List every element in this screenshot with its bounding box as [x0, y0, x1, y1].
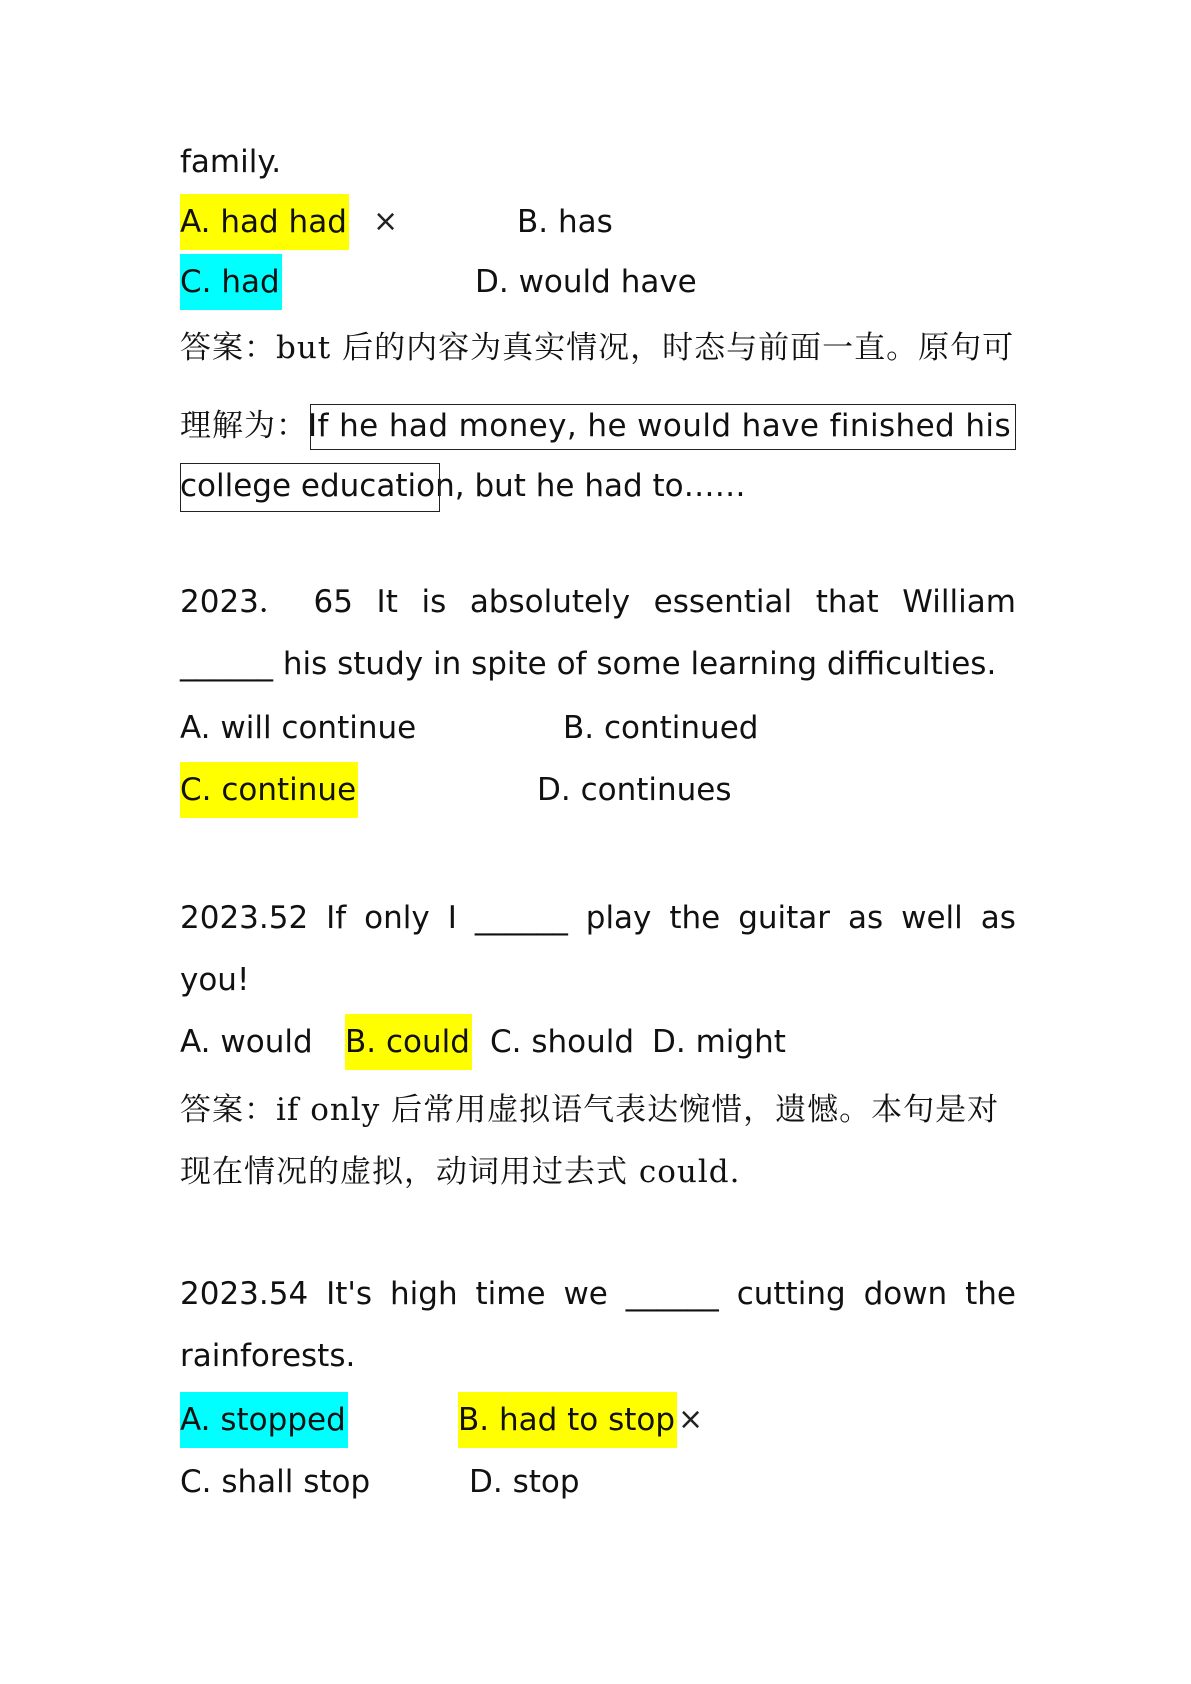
q65-stem-line2 — [180, 638, 1016, 690]
q52-word: only — [364, 900, 430, 936]
q52-word: If — [326, 900, 347, 936]
q54-word: ______ — [625, 1276, 719, 1312]
q65-word: essential — [653, 584, 793, 620]
q65-word: It — [376, 584, 398, 620]
q54-option-c: C. shall stop — [180, 1464, 371, 1500]
q65-option-a: A. will continue — [180, 710, 417, 746]
q52-option-a: A. would — [180, 1024, 313, 1060]
q54-option-d: D. stop — [469, 1464, 580, 1500]
q52-word: as — [847, 900, 884, 936]
prev-question-line1: family. — [180, 144, 282, 180]
q52-option-b-highlighted: B. could — [345, 1014, 472, 1070]
prev-answer-line1 — [180, 322, 1016, 374]
q54-stem-line1 — [180, 1268, 1016, 1320]
q65-word: is — [421, 584, 447, 620]
prev-answer-prefix: 理解为： — [180, 408, 308, 444]
q65-line2-text: ______ his study in spite of some learning difficulties. — [180, 646, 997, 682]
q52-option-c: C. should — [490, 1024, 635, 1060]
q52-word: 2023.52 — [180, 900, 309, 936]
prev-option-a-highlighted: A. had had — [180, 194, 349, 250]
q52-stem-line2 — [180, 954, 1016, 1006]
q65-stem-line1 — [180, 576, 1016, 628]
prev-answer-text1: 答案：but 后的内容为真实情况，时态与前面一直。原句可 — [180, 330, 1015, 366]
q65-word: William — [902, 584, 1016, 620]
prev-answer-rest: , but he had to…… — [454, 468, 746, 504]
q54-stem-line2 — [180, 1330, 1016, 1382]
q52-word: guitar — [738, 900, 831, 936]
q52-word: play — [585, 900, 652, 936]
q52-answer-line1 — [180, 1084, 1016, 1136]
q65-word: that — [815, 584, 879, 620]
q65-option-d: D. continues — [537, 772, 732, 808]
q54-word: high — [390, 1276, 458, 1312]
prev-options-row-1 — [180, 196, 1016, 248]
q52-word: well — [901, 900, 963, 936]
q52-options-row — [180, 1016, 1016, 1068]
q54-line2-text: rainforests. — [180, 1338, 356, 1374]
prev-question-text — [180, 136, 1016, 188]
q54-options-row-2 — [180, 1456, 1016, 1508]
q54-word: 2023.54 — [180, 1276, 309, 1312]
q52-stem-line1 — [180, 892, 1016, 944]
q54-word: we — [563, 1276, 608, 1312]
prev-answer-boxed-part1: If he had money, he would have finished his — [308, 408, 1011, 444]
q52-word: I — [447, 900, 457, 936]
q54-option-b-highlighted: B. had to stop — [458, 1392, 677, 1448]
answer-box-part1 — [310, 404, 1016, 450]
q65-option-b: B. continued — [563, 710, 759, 746]
q65-option-c-highlighted: C. continue — [180, 762, 358, 818]
wrong-mark-icon: × — [678, 1402, 704, 1437]
q52-word: ______ — [474, 900, 568, 936]
q54-option-a-highlighted: A. stopped — [180, 1392, 348, 1448]
q52-option-d: D. might — [652, 1024, 786, 1060]
q52-line2-text: you! — [180, 962, 250, 998]
prev-option-b: B. has — [517, 204, 613, 240]
q65-word: absolutely — [469, 584, 631, 620]
q65-word: 65 — [313, 584, 353, 620]
q52-answer-line2 — [180, 1146, 1016, 1198]
q54-options-row-1 — [180, 1394, 1016, 1446]
q52-answer-text2: 现在情况的虚拟，动词用过去式 could. — [180, 1154, 741, 1190]
q54-word: It's — [326, 1276, 373, 1312]
q65-word: 2023． — [180, 584, 290, 620]
q54-word: cutting — [736, 1276, 846, 1312]
q54-word: time — [475, 1276, 546, 1312]
wrong-mark-icon: × — [373, 204, 399, 239]
q52-word: as — [980, 900, 1016, 936]
answer-box-part2 — [180, 463, 440, 512]
q54-word: the — [965, 1276, 1016, 1312]
q54-word: down — [863, 1276, 948, 1312]
q65-options-row-2 — [180, 764, 1016, 816]
q52-answer-text1: 答案：if only 后常用虚拟语气表达惋惜，遗憾。本句是对 — [180, 1092, 1000, 1128]
prev-answer-boxed-part2: college education — [180, 468, 455, 504]
q65-options-row-1 — [180, 702, 1016, 754]
prev-options-row-2 — [180, 256, 1016, 308]
prev-option-c-highlighted: C. had — [180, 254, 282, 310]
q52-word: the — [669, 900, 721, 936]
prev-option-d: D. would have — [475, 264, 697, 300]
